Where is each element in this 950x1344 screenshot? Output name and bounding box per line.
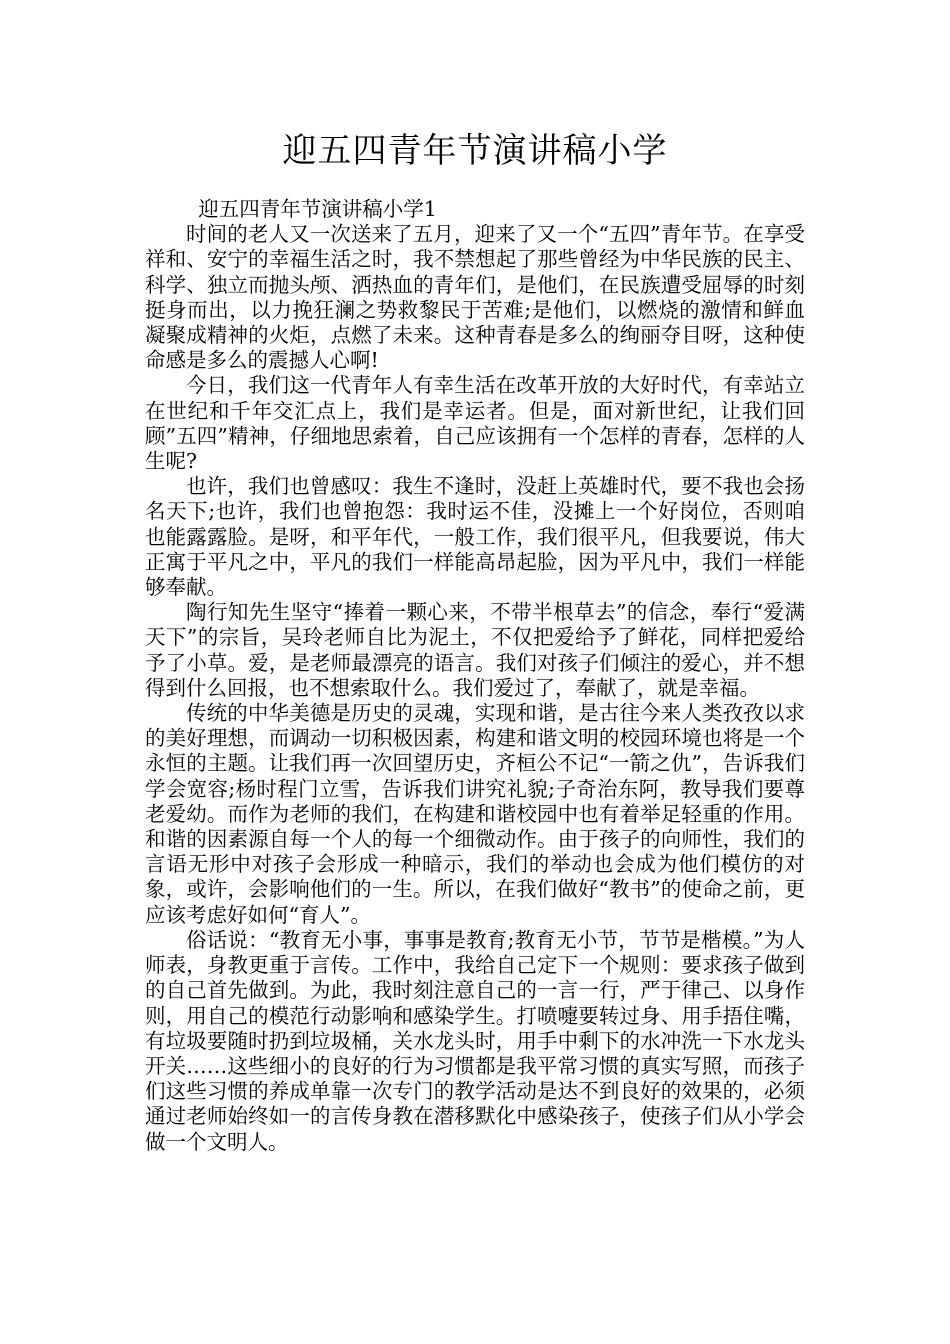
document-subtitle: 迎五四青年节演讲稿小学1 bbox=[198, 197, 437, 221]
paragraph: 今日，我们这一代青年人有幸生活在改革开放的大好时代，有幸站立在世纪和千年交汇点上，我们是幸运者。但是，面对新世纪，让我们回顾”五四”精神，仔细地思索着，自己应该拥有一个怎样的青春，怎样的人生呢? bbox=[145, 373, 805, 474]
paragraph: 俗话说：“教育无小事，事事是教育;教育无小节，节节是楷模。”为人师表，身教更重于言传。工作中，我给自己定下一个规则：要求孩子做到的自己首先做到。为此，我时刻注意自己的一言一行，严于律己、以身作则，用自己的模范行动影响和感染学生。打喷嚏要转过身、用手捂住嘴，有垃圾要随时扔到垃圾桶，关水龙头时，用手中剩下的水冲洗一下水龙头开关……这些细小的良好的行为习惯都是我平常习惯的真实写照，而孩子们这些习惯的养成单靠一次专门的教学活动是达不到良好的效果的，必须通过老师始终如一的言传身教在潜移默化中感染孩子，使孩子们从小学会做一个文明人。 bbox=[145, 927, 805, 1154]
paragraph: 陶行知先生坚守“捧着一颗心来，不带半根草去”的信念，奉行“爱满天下”的宗旨，吴玲老师自比为泥土，不仅把爱给予了鲜花，同样把爱给予了小草。爱，是老师最漂亮的语言。我们对孩子们倾注的爱心，并不想得到什么回报，也不想索取什么。我们爱过了，奉献了，就是幸福。 bbox=[145, 600, 805, 700]
document-body bbox=[145, 197, 805, 1155]
document-title: 迎五四青年节演讲稿小学 bbox=[282, 131, 668, 171]
paragraph: 时间的老人又一次送来了五月，迎来了又一个“五四”青年节。在享受祥和、安宁的幸福生活之时，我不禁想起了那些曾经为中华民族的民主、科学、独立而抛头颅、洒热血的青年们，是他们，在民族遭受屈辱的时刻挺身而出，以力挽狂澜之势救黎民于苦难;是他们，以燃烧的激情和鲜血凝聚成精神的火炬，点燃了未来。这种青春是多么的绚丽夺目呀，这种使命感是多么的震撼人心啊! bbox=[145, 222, 805, 373]
paragraph: 传统的中华美德是历史的灵魂，实现和谐，是古往今来人类孜孜以求的美好理想，而调动一切积极因素，构建和谐文明的校园环境也将是一个永恒的主题。让我们再一次回望历史，齐桓公不记“一箭之仇”，告诉我们学会宽容;杨时程门立雪，告诉我们讲究礼貌;子奇治东阿，教导我们要尊老爱幼。而作为老师的我们，在构建和谐校园中也有着举足轻重的作用。和谐的因素源自每一个人的每一个细微动作。由于孩子的向师性，我们的言语无形中对孩子会形成一种暗示，我们的举动也会成为他们模仿的对象，或许，会影响他们的一生。所以，在我们做好“教书”的使命之前，更应该考虑好如何“育人”。 bbox=[145, 701, 805, 927]
paragraph: 也许，我们也曾感叹：我生不逢时，没赶上英雄时代，要不我也会扬名天下;也许，我们也曾抱怨：我时运不佳，没摊上一个好岗位，否则咱也能露露脸。是呀，和平年代，一般工作，我们很平凡，但我要说，伟大正寓于平凡之中，平凡的我们一样能高昂起脸，因为平凡中，我们一样能够奉献。 bbox=[145, 474, 805, 600]
